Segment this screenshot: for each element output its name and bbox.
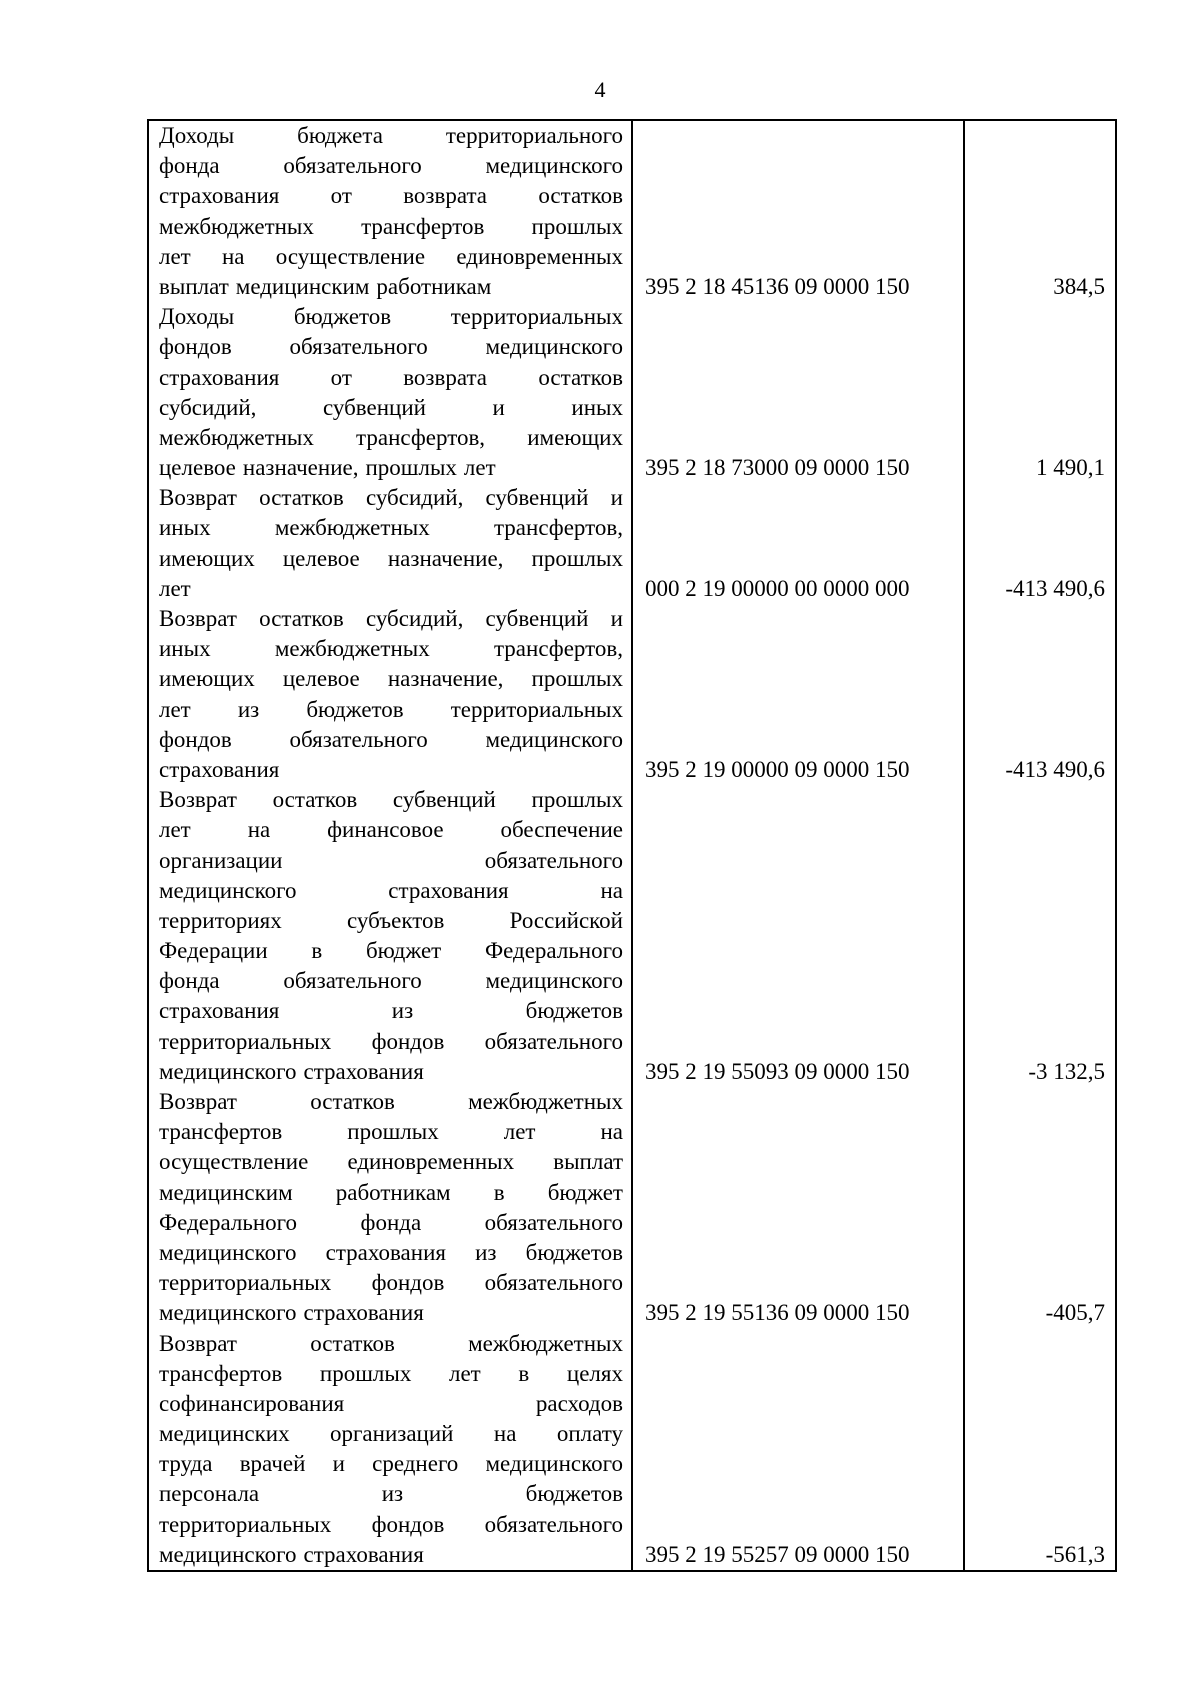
row-description bbox=[148, 302, 632, 483]
amount: -413 490,6 bbox=[964, 604, 1116, 785]
description-word: трансфертов, bbox=[493, 636, 623, 662]
description-word: расходов bbox=[535, 1390, 623, 1416]
description-word: медицинским bbox=[235, 273, 370, 299]
description-word: и bbox=[332, 1451, 345, 1477]
description-word: Доходы bbox=[159, 304, 235, 330]
description-word: и bbox=[492, 394, 505, 420]
description-word: обязательного bbox=[283, 968, 422, 994]
description-word: субвенций bbox=[485, 606, 589, 631]
description-word: осуществление bbox=[275, 243, 426, 269]
description-line bbox=[159, 1208, 623, 1238]
description-word: субъектов bbox=[347, 907, 445, 933]
description-word: обязательного bbox=[289, 334, 428, 360]
description-word: медицинского bbox=[485, 968, 623, 994]
description-word: трансфертов bbox=[159, 1360, 283, 1386]
description-word: имеющих bbox=[159, 545, 255, 571]
description-word: софинансирования bbox=[159, 1390, 345, 1416]
description-word: в bbox=[311, 938, 323, 964]
description-line bbox=[159, 785, 623, 815]
description-word: медицинского bbox=[485, 334, 623, 360]
description-line bbox=[159, 695, 623, 725]
description-word: Доходы bbox=[159, 123, 235, 148]
description-word: прошлых bbox=[531, 213, 623, 239]
description-line bbox=[159, 1479, 623, 1509]
description-word: фонда bbox=[159, 153, 220, 179]
description-word: целевое bbox=[159, 455, 236, 481]
table-row bbox=[148, 785, 1116, 1087]
description-line bbox=[159, 1419, 623, 1449]
description-line bbox=[159, 1027, 623, 1057]
description-word: страхования bbox=[325, 1239, 446, 1265]
description-word: Федерации bbox=[159, 938, 268, 964]
description-line bbox=[159, 1510, 623, 1540]
description-line bbox=[159, 181, 623, 211]
description-word: возврата bbox=[403, 183, 488, 209]
row-description bbox=[148, 785, 632, 1087]
description-word: осуществление bbox=[159, 1149, 309, 1175]
description-word: Федерального bbox=[484, 938, 623, 964]
description-line bbox=[159, 121, 623, 151]
description-word: единовременных bbox=[347, 1149, 515, 1175]
description-word: межбюджетных bbox=[468, 1089, 623, 1114]
description-line bbox=[159, 1178, 623, 1208]
description-line bbox=[159, 876, 623, 906]
description-line bbox=[159, 1540, 623, 1570]
budget-classification-code: 395 2 19 00000 09 0000 150 bbox=[632, 604, 964, 785]
description-word: медицинского bbox=[159, 1541, 297, 1567]
description-word: трансфертов, bbox=[356, 424, 486, 450]
description-word: страхования bbox=[159, 756, 280, 782]
description-word: от bbox=[330, 183, 352, 209]
description-word: целях bbox=[566, 1360, 623, 1386]
description-word: межбюджетных bbox=[274, 515, 430, 541]
table-row bbox=[148, 1329, 1116, 1572]
page-number: 4 bbox=[594, 77, 606, 102]
amount: 384,5 bbox=[964, 120, 1116, 302]
description-line bbox=[159, 363, 623, 393]
description-word: назначение, bbox=[387, 666, 504, 692]
description-word: врачей bbox=[239, 1451, 306, 1477]
table-row bbox=[148, 1087, 1116, 1329]
description-word: территориальных bbox=[159, 1511, 332, 1537]
description-word: труда bbox=[159, 1451, 213, 1477]
description-word: остатков bbox=[259, 606, 344, 631]
description-word: Возврат bbox=[159, 606, 237, 631]
description-word: из bbox=[475, 1239, 497, 1265]
description-word: из bbox=[381, 1481, 404, 1507]
description-line bbox=[159, 1268, 623, 1298]
description-word: и bbox=[610, 606, 623, 631]
description-word: бюджет bbox=[547, 1179, 623, 1205]
description-word: фондов bbox=[371, 1028, 445, 1054]
description-word: бюджетов bbox=[525, 1481, 623, 1507]
description-line bbox=[159, 604, 623, 634]
description-word: страхования bbox=[159, 364, 280, 390]
description-line bbox=[159, 1238, 623, 1268]
description-word: остатков bbox=[310, 1089, 395, 1114]
description-word: лет bbox=[159, 817, 191, 843]
description-word: страхования bbox=[303, 1541, 424, 1567]
description-word: бюджет bbox=[365, 938, 442, 964]
description-word: лет bbox=[503, 1119, 536, 1145]
description-word: от bbox=[330, 364, 352, 390]
description-word: иных bbox=[159, 636, 211, 662]
description-word: бюджетов bbox=[525, 1239, 623, 1265]
description-word: субсидий, bbox=[159, 394, 257, 420]
description-word: остатков bbox=[272, 787, 358, 813]
description-word: медицинского bbox=[159, 877, 297, 903]
budget-classification-code: 395 2 18 73000 09 0000 150 bbox=[632, 302, 964, 483]
description-word: на bbox=[600, 877, 623, 903]
description-word: на bbox=[493, 1421, 517, 1447]
description-word: работникам bbox=[376, 273, 492, 299]
description-line bbox=[159, 513, 623, 543]
description-word: целевое bbox=[282, 666, 360, 692]
budget-classification-code: 395 2 18 45136 09 0000 150 bbox=[632, 120, 964, 302]
description-word: обязательного bbox=[484, 1209, 623, 1235]
description-word: на bbox=[600, 1119, 623, 1145]
description-word: медицинского bbox=[159, 1300, 297, 1326]
description-word: территориального bbox=[445, 123, 623, 148]
budget-classification-code: 395 2 19 55257 09 0000 150 bbox=[632, 1329, 964, 1572]
description-line bbox=[159, 906, 623, 936]
description-word: бюджета bbox=[297, 123, 383, 148]
amount: -561,3 bbox=[964, 1329, 1116, 1572]
description-word: страхования bbox=[303, 1058, 424, 1084]
description-word: субсидий, bbox=[365, 485, 464, 511]
table-row bbox=[148, 483, 1116, 604]
description-line bbox=[159, 151, 623, 181]
row-description bbox=[148, 120, 632, 302]
description-word: медицинского bbox=[159, 1058, 297, 1084]
description-word: Федерального bbox=[159, 1209, 298, 1235]
description-word: из bbox=[391, 998, 414, 1024]
description-line bbox=[159, 664, 623, 694]
row-description bbox=[148, 604, 632, 785]
description-word: межбюджетных bbox=[468, 1330, 623, 1356]
description-word: обеспечение bbox=[500, 817, 623, 843]
description-word: прошлых bbox=[347, 1119, 439, 1145]
description-word: выплат bbox=[159, 273, 229, 299]
description-word: фонда bbox=[360, 1209, 422, 1235]
description-line bbox=[159, 634, 623, 664]
description-word: Возврат bbox=[159, 1330, 237, 1356]
description-line bbox=[159, 483, 623, 513]
description-word: страхования bbox=[159, 998, 280, 1024]
description-word: медицинского bbox=[159, 1239, 297, 1265]
description-word: организаций bbox=[330, 1421, 454, 1447]
description-word: возврата bbox=[403, 364, 488, 390]
row-description bbox=[148, 1087, 632, 1329]
description-word: и bbox=[610, 485, 623, 511]
amount: -413 490,6 bbox=[964, 483, 1116, 604]
description-word: имеющих bbox=[159, 666, 255, 692]
description-line bbox=[159, 423, 623, 453]
description-word: территориях bbox=[159, 907, 282, 933]
description-word: фондов bbox=[159, 726, 232, 752]
budget-classification-code: 000 2 19 00000 00 0000 000 bbox=[632, 483, 964, 604]
row-description bbox=[148, 483, 632, 604]
description-line bbox=[159, 996, 623, 1026]
amount: 1 490,1 bbox=[964, 302, 1116, 483]
description-line bbox=[159, 1389, 623, 1419]
description-line bbox=[159, 393, 623, 423]
description-line bbox=[159, 1298, 623, 1328]
description-word: имеющих bbox=[527, 424, 623, 450]
description-word: лет bbox=[159, 696, 191, 722]
description-line bbox=[159, 212, 623, 242]
description-word: бюджетов bbox=[293, 304, 392, 330]
description-word: оплату bbox=[556, 1421, 623, 1447]
budget-classification-code: 395 2 19 55136 09 0000 150 bbox=[632, 1087, 964, 1329]
description-word: межбюджетных bbox=[274, 636, 430, 662]
description-word: остатков bbox=[310, 1330, 395, 1356]
description-word: медицинского bbox=[485, 726, 623, 752]
description-word: фондов bbox=[371, 1511, 445, 1537]
description-word: территориальных bbox=[450, 696, 623, 722]
description-word: страхования bbox=[303, 1300, 424, 1326]
description-line bbox=[159, 846, 623, 876]
description-word: субвенций bbox=[322, 394, 426, 420]
description-word: на bbox=[247, 817, 271, 843]
amount: -405,7 bbox=[964, 1087, 1116, 1329]
description-word: трансфертов bbox=[159, 1119, 283, 1145]
description-line bbox=[159, 1147, 623, 1177]
description-word: медицинских bbox=[159, 1421, 290, 1447]
description-word: прошлых bbox=[531, 545, 623, 571]
description-word: фондов bbox=[371, 1270, 445, 1296]
description-word: лет bbox=[449, 1360, 481, 1386]
description-word: территориальных bbox=[450, 304, 623, 330]
description-line bbox=[159, 453, 623, 483]
description-word: медицинского bbox=[485, 1451, 623, 1477]
description-word: страхования bbox=[388, 877, 509, 903]
amount: -3 132,5 bbox=[964, 785, 1116, 1087]
description-line bbox=[159, 574, 623, 604]
description-line bbox=[159, 966, 623, 996]
description-word: назначение, bbox=[387, 545, 504, 571]
description-word: лет bbox=[159, 575, 191, 601]
description-line bbox=[159, 1087, 623, 1117]
description-word: среднего bbox=[372, 1451, 459, 1477]
description-word: межбюджетных bbox=[159, 213, 314, 239]
description-word: единовременных bbox=[456, 243, 623, 269]
description-word: Возврат bbox=[159, 787, 237, 813]
description-word: иных bbox=[159, 515, 211, 541]
description-line bbox=[159, 725, 623, 755]
description-word: лет bbox=[159, 243, 191, 269]
description-line bbox=[159, 936, 623, 966]
description-word: бюджетов bbox=[525, 998, 623, 1024]
description-word: иных bbox=[571, 394, 623, 420]
description-word: трансфертов, bbox=[493, 515, 623, 541]
description-line bbox=[159, 272, 623, 302]
description-word: в bbox=[518, 1360, 530, 1386]
table-row bbox=[148, 604, 1116, 785]
description-word: в bbox=[493, 1179, 505, 1205]
description-line bbox=[159, 302, 623, 332]
description-word: обязательного bbox=[289, 726, 428, 752]
description-line bbox=[159, 332, 623, 362]
description-word: фондов bbox=[159, 334, 232, 360]
description-word: территориальных bbox=[159, 1028, 332, 1054]
description-line bbox=[159, 1117, 623, 1147]
description-word: субвенций bbox=[392, 787, 496, 813]
description-word: из bbox=[237, 696, 260, 722]
description-word: территориальных bbox=[159, 1270, 332, 1296]
description-word: субвенций bbox=[485, 485, 589, 511]
description-word: остатков bbox=[538, 364, 623, 390]
budget-table-body bbox=[148, 120, 1116, 1571]
budget-table bbox=[147, 119, 1117, 1572]
description-word: выплат bbox=[553, 1149, 623, 1175]
description-word: субсидий, bbox=[365, 606, 464, 631]
description-word: работникам bbox=[335, 1179, 451, 1205]
description-word: Возврат bbox=[159, 485, 237, 511]
description-word: бюджетов bbox=[306, 696, 404, 722]
description-word: обязательного bbox=[484, 1511, 623, 1537]
description-word: прошлых bbox=[319, 1360, 412, 1386]
budget-classification-code: 395 2 19 55093 09 0000 150 bbox=[632, 785, 964, 1087]
table-row bbox=[148, 120, 1116, 302]
description-word: прошлых bbox=[531, 787, 623, 813]
table-row bbox=[148, 302, 1116, 483]
description-line bbox=[159, 1449, 623, 1479]
description-line bbox=[159, 1057, 623, 1087]
description-word: назначение, bbox=[242, 455, 359, 481]
description-word: Возврат bbox=[159, 1089, 237, 1114]
description-word: медицинского bbox=[485, 153, 623, 179]
description-word: обязательного bbox=[484, 847, 623, 873]
description-word: организации bbox=[159, 847, 283, 873]
description-word: прошлых bbox=[531, 666, 623, 692]
description-word: целевое bbox=[282, 545, 360, 571]
description-word: лет bbox=[463, 455, 496, 481]
description-line bbox=[159, 1359, 623, 1389]
description-word: страхования bbox=[159, 183, 280, 209]
description-word: трансфертов bbox=[361, 213, 485, 239]
description-word: персонала bbox=[159, 1481, 260, 1507]
description-line bbox=[159, 755, 623, 785]
description-word: остатков bbox=[259, 485, 344, 511]
description-word: обязательного bbox=[484, 1270, 623, 1296]
description-word: прошлых bbox=[365, 455, 457, 481]
row-description bbox=[148, 1329, 632, 1572]
description-word: на bbox=[222, 243, 245, 269]
description-line bbox=[159, 1329, 623, 1359]
description-word: обязательного bbox=[484, 1028, 623, 1054]
description-word: медицинским bbox=[159, 1179, 293, 1205]
description-word: финансовое bbox=[327, 817, 444, 843]
description-word: Российской bbox=[509, 907, 623, 933]
description-word: обязательного bbox=[283, 153, 422, 179]
description-word: фонда bbox=[159, 968, 220, 994]
description-line bbox=[159, 815, 623, 845]
description-line bbox=[159, 544, 623, 574]
description-word: межбюджетных bbox=[159, 424, 314, 450]
description-line bbox=[159, 242, 623, 272]
description-word: остатков bbox=[538, 183, 623, 209]
